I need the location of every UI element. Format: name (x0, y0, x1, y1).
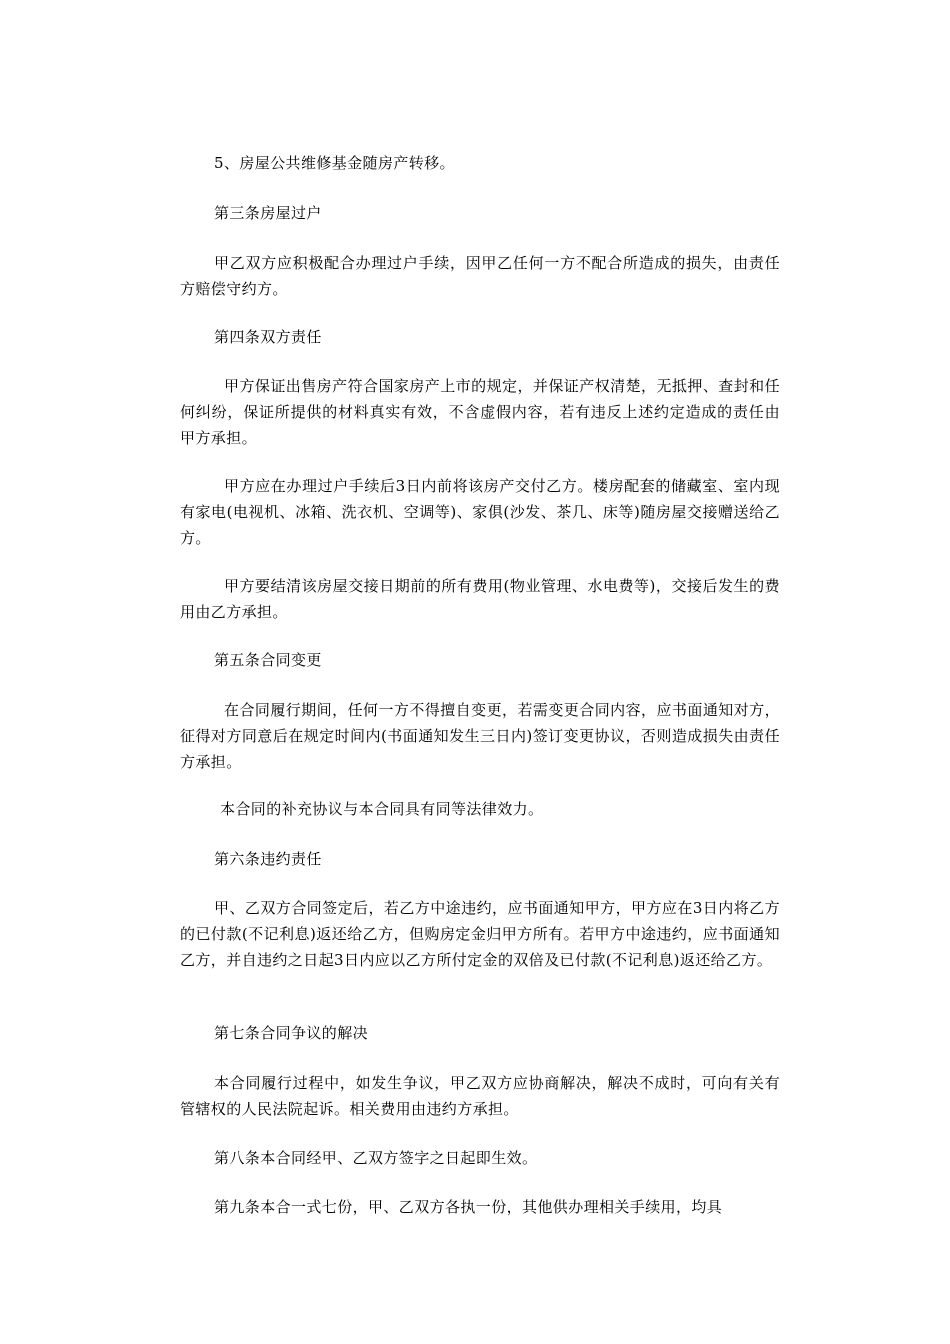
article-9-title: 第九条本合一式七份，甲、乙双方各执一份，其他供办理相关手续用，均具 (214, 1198, 723, 1216)
article-7-paragraph: 本合同履行过程中，如发生争议，甲乙双方应协商解决，解决不成时，可向有关有管辖权的人民法院起诉。相关费用由违约方承担。 (180, 1074, 780, 1118)
article-6-paragraph: 甲、乙双方合同签定后，若乙方中途违约，应书面通知甲方，甲方应在3日内将乙方的已付款(不记利息)返还给乙方，但购房定金归甲方所有。若甲方中途违约，应书面通知乙方，并自违约之日起3日内应以乙方所付定金的双倍及已付款(不记利息)返还给乙方。 (180, 899, 780, 969)
article-5-paragraph-2: 本合同的补充协议与本合同具有同等法律效力。 (220, 800, 544, 818)
article-3-paragraph: 甲乙双方应积极配合办理过户手续，因甲乙任何一方不配合所造成的损失，由责任方赔偿守约方。 (180, 254, 780, 298)
article-4-paragraph-3: 甲方要结清该房屋交接日期前的所有费用(物业管理、水电费等)，交接后发生的费用由乙方承担。 (180, 577, 780, 621)
article-4-paragraph-2: 甲方应在办理过户手续后3日内前将该房产交付乙方。楼房配套的储藏室、室内现有家电(电视机、冰箱、洗衣机、空调等)、家俱(沙发、茶几、床等)随房屋交接赠送给乙方。 (180, 477, 780, 547)
clause-item-5: 5、房屋公共维修基金随房产转移。 (214, 154, 455, 172)
article-6-title: 第六条违约责任 (214, 850, 322, 868)
article-3-title: 第三条房屋过户 (214, 204, 322, 222)
article-5-paragraph-1: 在合同履行期间，任何一方不得擅自变更，若需变更合同内容，应书面通知对方，征得对方同意后在规定时间内(书面通知发生三日内)签订变更协议，否则造成损失由责任方承担。 (180, 701, 780, 771)
article-8-title: 第八条本合同经甲、乙双方签字之日起即生效。 (214, 1149, 538, 1167)
article-5-title: 第五条合同变更 (214, 651, 322, 669)
article-4-title: 第四条双方责任 (214, 328, 322, 346)
article-7-title: 第七条合同争议的解决 (214, 1024, 369, 1042)
article-4-paragraph-1: 甲方保证出售房产符合国家房产上市的规定，并保证产权清楚，无抵押、查封和任何纠纷，保证所提供的材料真实有效，不含虚假内容，若有违反上述约定造成的责任由甲方承担。 (180, 377, 780, 447)
